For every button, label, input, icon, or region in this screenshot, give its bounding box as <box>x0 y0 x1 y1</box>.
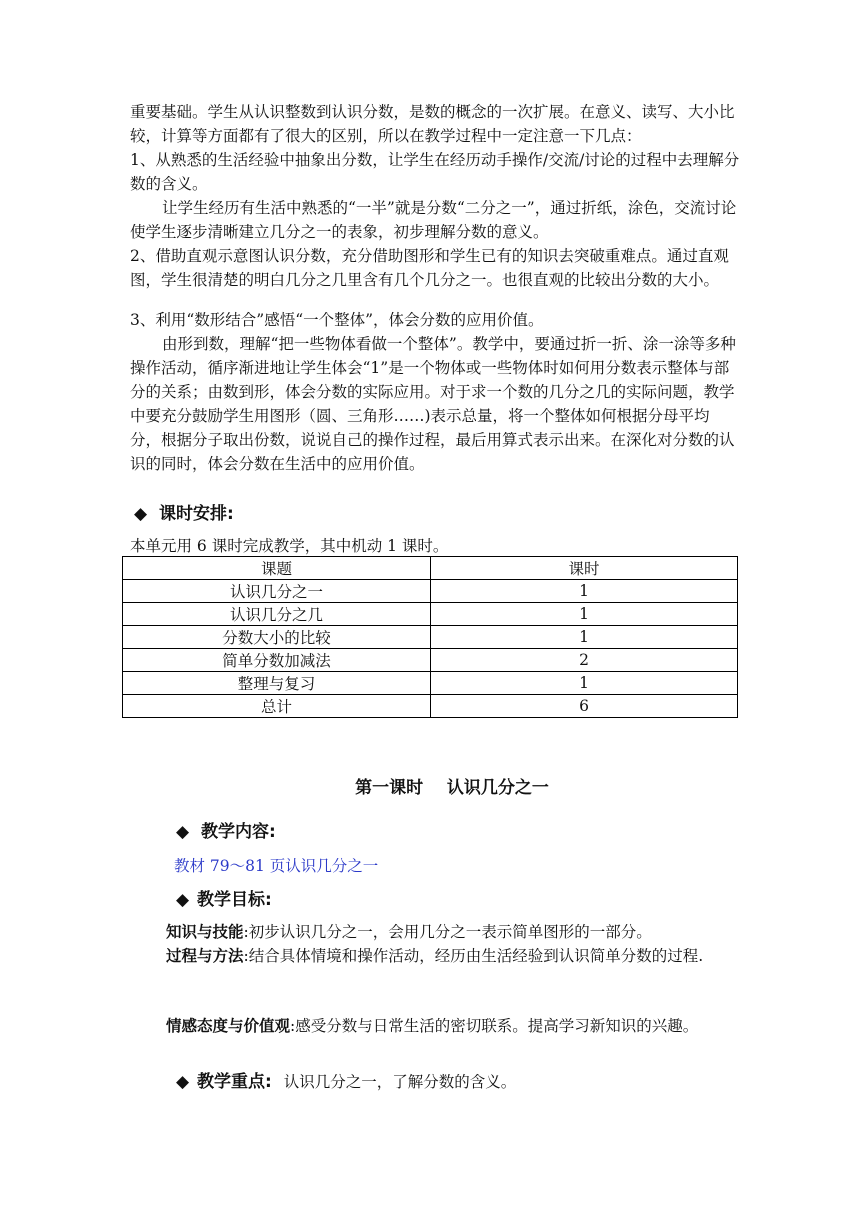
goal-text: :初步认识几分之一，会用几分之一表示简单图形的一部分。 <box>243 923 652 941</box>
row-hours: 1 <box>431 603 738 626</box>
goal-label: 情感态度与价值观 <box>166 1017 291 1035</box>
goal-knowledge <box>130 920 740 944</box>
header-topic: 课题 <box>123 557 431 580</box>
row-hours: 1 <box>431 626 738 649</box>
lesson-title: 第一课时 认识几分之一 <box>355 778 549 798</box>
schedule-heading <box>134 502 234 526</box>
table-row <box>123 603 738 626</box>
row-topic: 整理与复习 <box>123 672 431 695</box>
row-hours: 6 <box>431 695 738 718</box>
diamond-icon: ◆ <box>176 890 190 910</box>
row-hours: 1 <box>431 580 738 603</box>
point-2: 2、借助直观示意图认识分数，充分借助图形和学生已有的知识去突破重难点。通过直观图，学生很清楚的明白几分之几里含有几个几分之一。也很直观的比较出分数的大小。 <box>130 247 729 289</box>
goal-attitude <box>130 1014 740 1038</box>
table-header-row <box>123 557 738 580</box>
key-heading-text: 教学重点: <box>197 1072 272 1092</box>
table-row <box>123 580 738 603</box>
goals-heading-text: 教学目标: <box>197 890 272 910</box>
goals-heading <box>176 888 272 912</box>
table-row <box>123 672 738 695</box>
point-1: 1、从熟悉的生活经验中抽象出分数，让学生在经历动手操作/交流/讨论的过程中去理解分数的含义。 <box>130 151 740 193</box>
content-heading <box>176 820 276 844</box>
header-hours: 课时 <box>431 557 738 580</box>
row-topic: 简单分数加减法 <box>123 649 431 672</box>
point-3-detail: 由形到数，理解“把一些物体看做一个整体”。教学中，要通过折一折、涂一涂等多种操作活动，循序渐进地让学生体会“1”是一个物体或一些物体时如何用分数表示整体与部分的关系；由数到形，体会分数的实际应用。对于求一个数的几分之几的实际问题，教学中要充分鼓励学生用图形（圆、三角形……)表示总量，将一个整体如何根据分母平均分，根据分子取出份数，说说自己的操作过程，最后用算式表示出来。在深化对分数的认识的同时，体会分数在生活中的应用价值。 <box>130 335 736 473</box>
table-row-total <box>123 695 738 718</box>
table-row <box>123 626 738 649</box>
goal-process <box>130 944 740 968</box>
key-text: 认识几分之一，了解分数的含义。 <box>283 1073 517 1091</box>
row-hours: 2 <box>431 649 738 672</box>
goal-text: :结合具体情境和操作活动，经历由生活经验到认识简单分数的过程. <box>243 947 704 965</box>
goal-text: :感受分数与日常生活的密切联系。提高学习新知识的兴趣。 <box>290 1017 699 1035</box>
schedule-summary: 本单元用 6 课时完成教学，其中机动 1 课时。 <box>130 537 449 555</box>
key-point <box>176 1070 516 1094</box>
row-topic: 分数大小的比较 <box>123 626 431 649</box>
schedule-heading-text: 课时安排: <box>159 504 234 524</box>
diamond-icon: ◆ <box>176 822 190 842</box>
content-text: 教材 79～81 页认识几分之一 <box>174 857 379 875</box>
point-1-detail: 让学生经历有生活中熟悉的“一半”就是分数“二分之一”，通过折纸，涂色，交流讨论使学生逐步清晰建立几分之一的表象，初步理解分数的意义。 <box>130 199 737 241</box>
row-topic: 认识几分之几 <box>123 603 431 626</box>
schedule-table <box>122 556 738 718</box>
point-3: 3、利用“数形结合”感悟“一个整体”，体会分数的应用价值。 <box>130 311 544 329</box>
intro-paragraph: 重要基础。学生从认识整数到认识分数，是数的概念的一次扩展。在意义、读写、大小比较，计算等方面都有了很大的区别，所以在教学过程中一定注意一下几点： <box>130 103 735 145</box>
diamond-icon: ◆ <box>176 1072 190 1092</box>
diamond-icon: ◆ <box>134 504 148 524</box>
goal-label: 过程与方法 <box>166 947 244 965</box>
table-row <box>123 649 738 672</box>
row-topic: 总计 <box>123 695 431 718</box>
row-topic: 认识几分之一 <box>123 580 431 603</box>
goal-label: 知识与技能 <box>166 923 244 941</box>
content-heading-text: 教学内容: <box>201 822 276 842</box>
row-hours: 1 <box>431 672 738 695</box>
